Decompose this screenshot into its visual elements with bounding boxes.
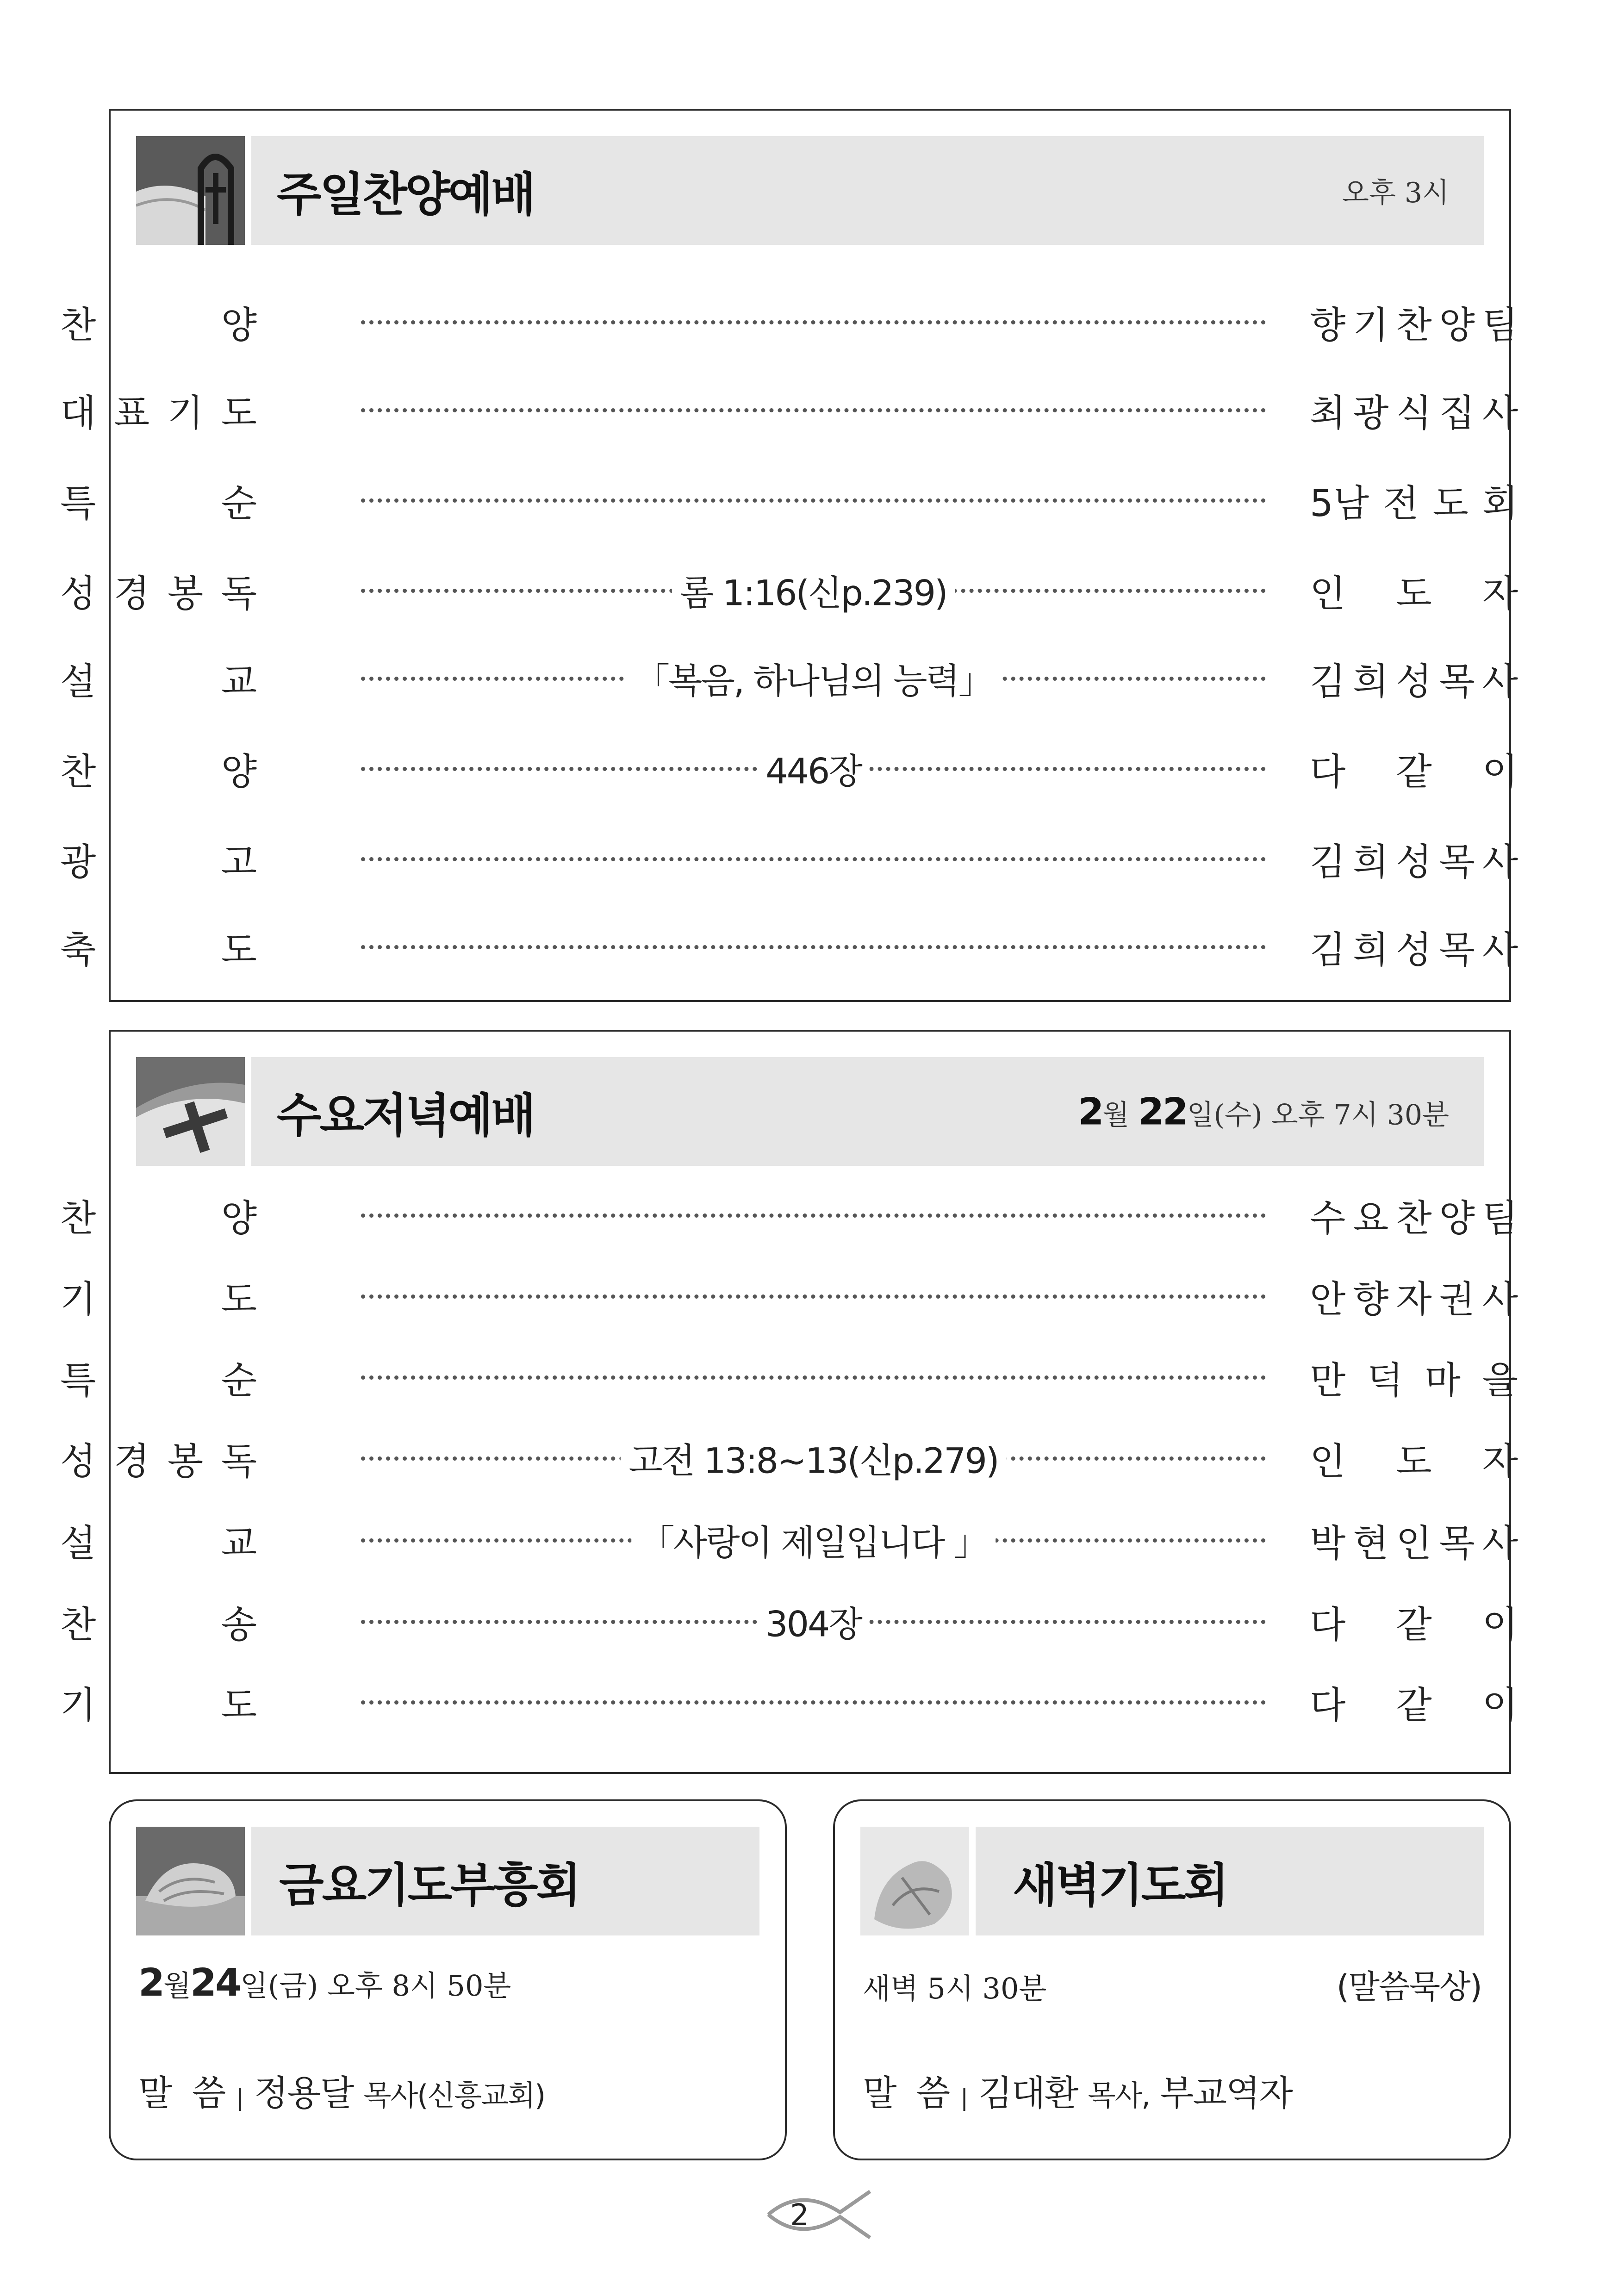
person-char: 찬	[1396, 303, 1432, 347]
label-char: 봉	[167, 1439, 204, 1483]
person-char: 희	[1353, 928, 1389, 971]
label-char: 순	[221, 1358, 257, 1402]
dotted-leader	[361, 560, 1266, 620]
label-char: 양	[221, 1196, 257, 1240]
sunday-service-title: 주일찬양예배	[277, 167, 534, 222]
dotted-leader	[361, 738, 1266, 798]
label-char: 기	[167, 391, 204, 435]
program-detail: 「사랑이 제일입니다 」	[631, 1515, 996, 1565]
person-char: 양	[1439, 303, 1475, 347]
program-item-person	[1310, 470, 1518, 530]
person-char: 사	[1482, 840, 1518, 884]
program-row	[60, 560, 1518, 620]
label-char: 도	[221, 1683, 257, 1727]
dawn-prayer-note: (말씀묵상)	[1336, 1968, 1481, 2006]
person-char: 덕	[1367, 1358, 1403, 1402]
person-char: 팀	[1482, 303, 1518, 347]
program-item-label	[60, 1591, 257, 1651]
wednesday-service-header	[136, 1057, 1484, 1166]
program-item-person	[1310, 828, 1518, 889]
program-row	[60, 1672, 1518, 1732]
program-item-person	[1310, 916, 1518, 977]
program-item-person	[1310, 648, 1518, 708]
program-item-label	[60, 1672, 257, 1732]
friday-prayer-box	[109, 1799, 787, 2160]
page-number-footer	[764, 2184, 875, 2245]
person-char: 팀	[1482, 1196, 1518, 1240]
label-char: 봉	[167, 572, 204, 615]
sunday-title-bar	[251, 136, 1484, 245]
person-char: 목	[1439, 928, 1475, 971]
friday-title-bar	[251, 1827, 759, 1935]
program-row	[60, 1347, 1518, 1407]
friday-month-unit: 월	[163, 1969, 190, 2003]
person-char: 만	[1310, 1358, 1346, 1402]
program-item-person	[1310, 380, 1518, 440]
program-item-person	[1310, 1591, 1518, 1651]
person-char: 사	[1482, 1521, 1518, 1565]
person-char: 이	[1482, 750, 1518, 793]
dotted-leader	[361, 380, 1266, 440]
person-char: 목	[1439, 660, 1475, 703]
person-char: 다	[1310, 1683, 1346, 1727]
program-item-person	[1310, 1672, 1518, 1732]
program-item-label	[60, 648, 257, 708]
person-char: 사	[1482, 391, 1518, 435]
program-item-person	[1310, 1510, 1518, 1570]
person-char: 자	[1482, 1439, 1518, 1483]
person-char: 인	[1310, 572, 1346, 615]
label-char: 축	[60, 928, 96, 971]
label-char: 기	[60, 1277, 96, 1321]
person-char: 기	[1353, 303, 1389, 347]
program-item-person	[1310, 1266, 1518, 1326]
person-char: 마	[1425, 1358, 1461, 1402]
program-row	[60, 1185, 1518, 1245]
person-char: 현	[1353, 1521, 1389, 1565]
program-detail: 고전 13:8~13(신p.279)	[620, 1433, 1006, 1483]
person-char: 김	[1310, 840, 1346, 884]
dotted-leader	[361, 1428, 1266, 1488]
person-char: 수	[1310, 1196, 1346, 1240]
label-char: 찬	[60, 303, 96, 347]
dotted-leader	[361, 292, 1266, 352]
dotted-leader	[361, 1510, 1266, 1570]
person-char: 사	[1482, 660, 1518, 703]
program-row	[60, 1428, 1518, 1488]
person-char: 5남	[1310, 481, 1369, 525]
dawn-prayer-time: 새벽 5시 30분	[863, 1972, 1047, 2005]
person-char: 자	[1396, 1277, 1432, 1321]
label-char: 도	[221, 391, 257, 435]
person-char: 성	[1396, 840, 1432, 884]
label-char: 대	[60, 391, 96, 435]
friday-prayer-title: 금요기도부흥회	[279, 1858, 579, 1912]
wednesday-month: 2	[1078, 1090, 1103, 1133]
person-char: 도	[1396, 572, 1432, 615]
label-char: 양	[221, 750, 257, 793]
dawn-speaker-line	[863, 2065, 1292, 2116]
person-char: 인	[1310, 1439, 1346, 1483]
label-char: 찬	[60, 1603, 96, 1646]
dotted-leader	[361, 470, 1266, 530]
person-char: 인	[1396, 1521, 1432, 1565]
dawn-speaker-label: 말 씀	[863, 2072, 950, 2114]
sunday-service-time: 오후 3시	[1342, 176, 1449, 209]
friday-speaker-line	[138, 2065, 545, 2116]
label-char: 순	[221, 481, 257, 525]
label-char: 표	[113, 391, 150, 435]
person-char: 찬	[1396, 1196, 1432, 1240]
dotted-leader	[361, 1266, 1266, 1326]
person-char: 향	[1353, 1277, 1389, 1321]
label-char: 기	[60, 1683, 96, 1727]
person-char: 권	[1439, 1277, 1475, 1321]
person-char: 을	[1482, 1358, 1518, 1402]
dawn-separator: |	[960, 2084, 968, 2111]
dawn-prayer-header	[860, 1827, 1484, 1935]
label-char: 경	[113, 572, 150, 615]
wednesday-service-title: 수요저녁예배	[277, 1088, 534, 1143]
program-row	[60, 1591, 1518, 1651]
program-row	[60, 828, 1518, 889]
label-char: 송	[221, 1603, 257, 1646]
person-char: 같	[1396, 1603, 1432, 1646]
program-detail: 「복음, 하나님의 능력」	[626, 653, 1001, 703]
program-item-label	[60, 560, 257, 620]
program-item-label	[60, 828, 257, 889]
label-char: 도	[221, 928, 257, 971]
label-char: 독	[221, 1439, 257, 1483]
program-item-label	[60, 1185, 257, 1245]
label-char: 도	[221, 1277, 257, 1321]
person-char: 안	[1310, 1277, 1346, 1321]
label-char: 고	[221, 840, 257, 884]
person-char: 이	[1482, 1683, 1518, 1727]
person-char: 다	[1310, 1603, 1346, 1646]
person-char: 광	[1353, 391, 1389, 435]
label-char: 경	[113, 1439, 150, 1483]
program-item-label	[60, 1266, 257, 1326]
person-char: 이	[1482, 1603, 1518, 1646]
wednesday-service-time	[1078, 1090, 1449, 1133]
person-char: 집	[1439, 391, 1475, 435]
person-char: 김	[1310, 660, 1346, 703]
program-row	[60, 916, 1518, 977]
person-char: 희	[1353, 840, 1389, 884]
program-item-label	[60, 292, 257, 352]
dotted-leader	[361, 1672, 1266, 1732]
label-char: 특	[60, 1358, 96, 1402]
program-row	[60, 292, 1518, 352]
label-char: 교	[221, 660, 257, 703]
label-char: 교	[221, 1521, 257, 1565]
program-item-label	[60, 1347, 257, 1407]
person-char: 성	[1396, 928, 1432, 971]
sunday-service-header	[136, 136, 1484, 245]
dotted-leader	[361, 1347, 1266, 1407]
label-char: 성	[60, 1439, 96, 1483]
label-char: 양	[221, 303, 257, 347]
program-row	[60, 380, 1518, 440]
program-row	[60, 1266, 1518, 1326]
person-char: 박	[1310, 1521, 1346, 1565]
label-char: 찬	[60, 1196, 96, 1240]
wednesday-day: 22	[1138, 1090, 1187, 1133]
program-row	[60, 648, 1518, 708]
dawn-speaker-name: 김대환	[978, 2072, 1078, 2114]
dawn-prayer-box	[833, 1799, 1511, 2160]
program-row	[60, 1510, 1518, 1570]
program-item-label	[60, 916, 257, 977]
friday-month: 2	[138, 1961, 164, 2005]
person-char: 희	[1353, 660, 1389, 703]
person-char: 전	[1383, 481, 1419, 525]
friday-speaker-note: 목사(신흥교회)	[363, 2078, 545, 2112]
praying-hands-photo	[136, 1827, 245, 1935]
person-char: 양	[1439, 1196, 1475, 1240]
person-char: 자	[1482, 572, 1518, 615]
program-row	[60, 470, 1518, 530]
page-number: 2	[790, 2198, 809, 2233]
program-item-label	[60, 738, 257, 798]
program-item-person	[1310, 738, 1518, 798]
person-char: 목	[1439, 840, 1475, 884]
label-char: 설	[60, 660, 96, 703]
person-char: 성	[1396, 660, 1432, 703]
program-item-person	[1310, 292, 1518, 352]
person-char: 향	[1310, 303, 1346, 347]
person-char: 같	[1396, 750, 1432, 793]
label-char: 특	[60, 481, 96, 525]
bible-cross-photo	[136, 136, 245, 245]
person-char: 사	[1482, 1277, 1518, 1321]
person-char: 사	[1482, 928, 1518, 971]
person-char: 도	[1432, 481, 1469, 525]
friday-time-rest: 일(금) 오후 8시 50분	[240, 1969, 511, 2003]
person-char: 같	[1396, 1683, 1432, 1727]
friday-speaker-name: 정용달	[254, 2072, 354, 2114]
label-char: 설	[60, 1521, 96, 1565]
dotted-leader	[361, 648, 1266, 708]
person-char: 회	[1482, 481, 1518, 525]
cross-on-bible-photo	[136, 1057, 245, 1166]
friday-separator: |	[236, 2084, 243, 2111]
person-char: 식	[1396, 391, 1432, 435]
dawn-prayer-title: 새벽기도회	[1013, 1858, 1227, 1912]
label-char: 성	[60, 572, 96, 615]
dotted-leader	[361, 916, 1266, 977]
wednesday-month-unit: 월	[1102, 1099, 1130, 1131]
dotted-leader	[361, 1185, 1266, 1245]
friday-prayer-header	[136, 1827, 759, 1935]
dawn-speaker-note: 목사,	[1088, 2078, 1150, 2112]
person-char: 요	[1353, 1196, 1389, 1240]
program-item-person	[1310, 1347, 1518, 1407]
person-char: 최	[1310, 391, 1346, 435]
friday-day: 24	[190, 1961, 241, 2005]
program-item-person	[1310, 1428, 1518, 1488]
program-detail: 446장	[757, 743, 869, 794]
program-item-label	[60, 380, 257, 440]
wednesday-title-bar	[251, 1057, 1484, 1166]
person-char: 김	[1310, 928, 1346, 971]
program-item-label	[60, 1510, 257, 1570]
person-char: 다	[1310, 750, 1346, 793]
dotted-leader	[361, 1591, 1266, 1651]
label-char: 독	[221, 572, 257, 615]
label-char: 광	[60, 840, 96, 884]
program-item-person	[1310, 1185, 1518, 1245]
friday-speaker-label: 말 씀	[138, 2072, 225, 2114]
wednesday-time-rest: 일(수) 오후 7시 30분	[1187, 1099, 1449, 1131]
dawn-title-bar	[976, 1827, 1484, 1935]
person-char: 목	[1439, 1521, 1475, 1565]
program-detail: 304장	[757, 1596, 869, 1647]
program-detail: 롬 1:16(신p.239)	[672, 565, 955, 616]
program-row	[60, 738, 1518, 798]
friday-prayer-time	[138, 1961, 511, 2005]
dawn-speaker-extra: 부교역자	[1160, 2072, 1292, 2114]
program-item-label	[60, 1428, 257, 1488]
dotted-leader	[361, 828, 1266, 889]
label-char: 찬	[60, 750, 96, 793]
program-item-label	[60, 470, 257, 530]
program-item-person	[1310, 560, 1518, 620]
folded-hands-photo	[860, 1827, 969, 1935]
person-char: 도	[1396, 1439, 1432, 1483]
